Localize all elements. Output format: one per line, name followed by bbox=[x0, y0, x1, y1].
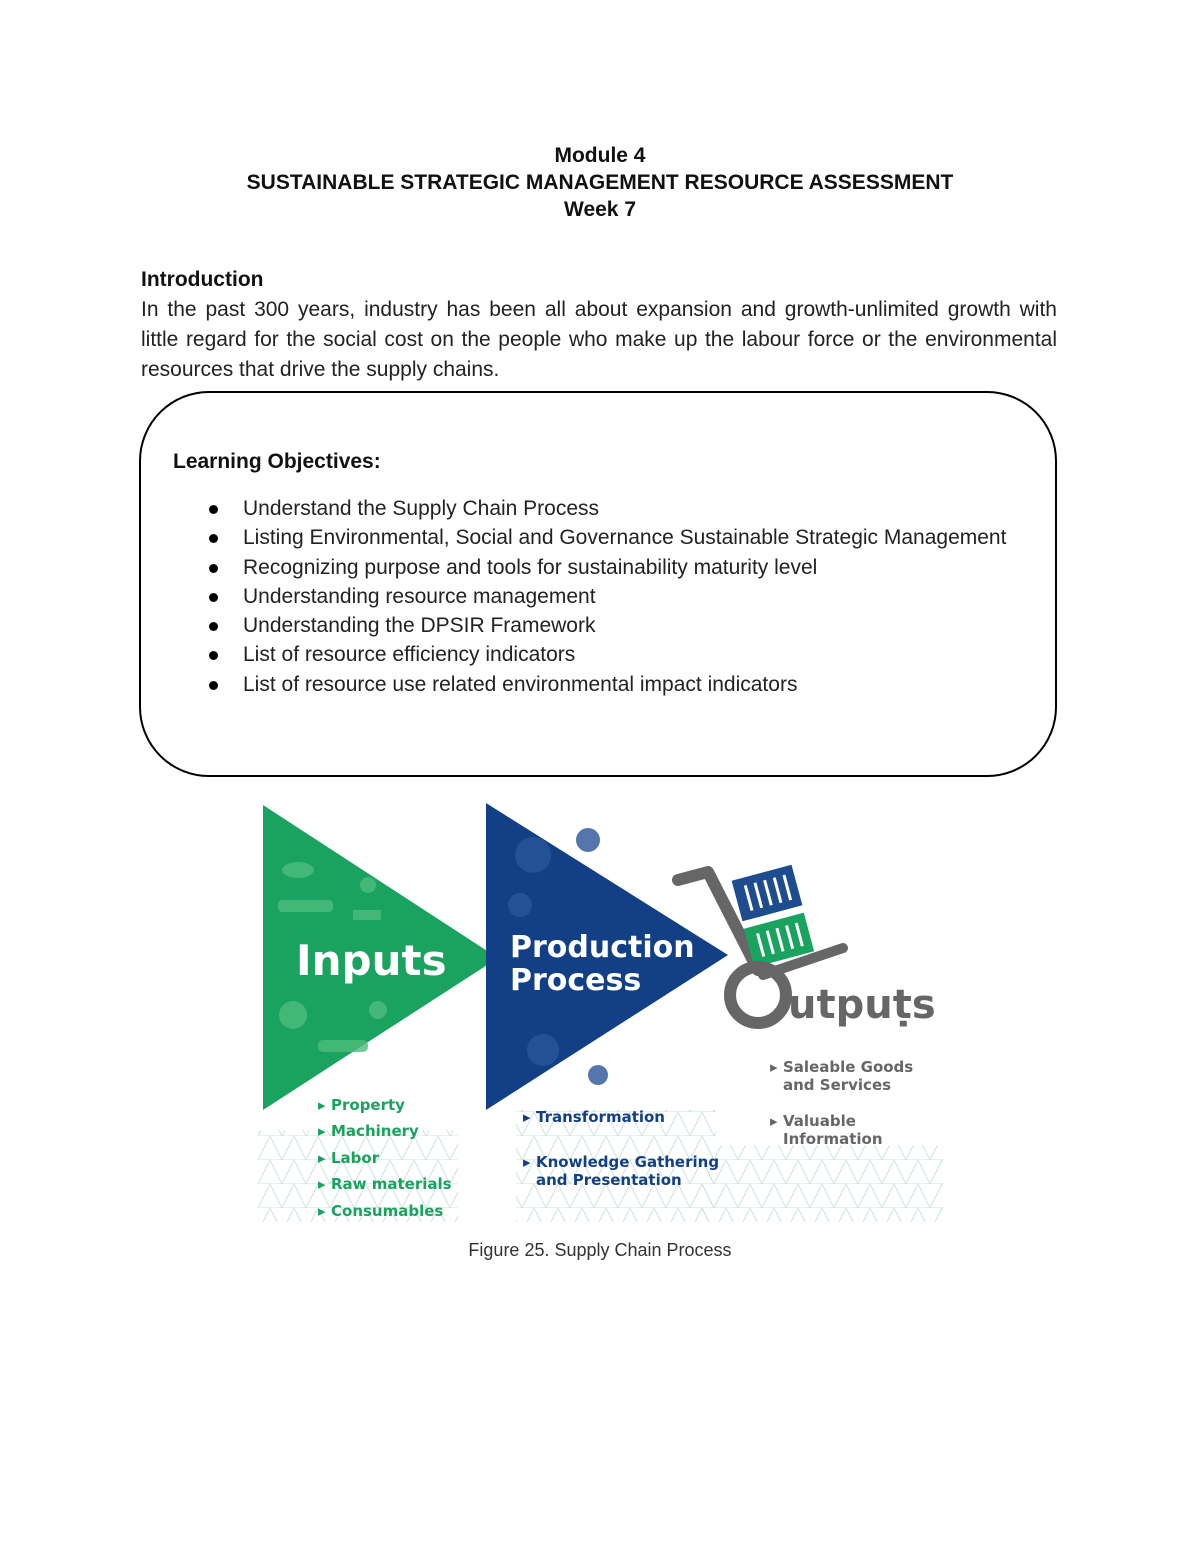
production-item: ▸ bbox=[523, 1153, 531, 1171]
introduction-heading: Introduction bbox=[141, 268, 264, 291]
inputs-item-label: Raw materials bbox=[331, 1175, 452, 1193]
inputs-item-label: Labor bbox=[331, 1149, 380, 1167]
inputs-item: ▸ bbox=[318, 1096, 326, 1114]
inputs-item: ▸ bbox=[318, 1122, 326, 1140]
outputs-item-label: Saleable Goods bbox=[783, 1058, 914, 1076]
supply-chain-figure bbox=[258, 800, 948, 1225]
objective-item: Recognizing purpose and tools for sustainability maturity level bbox=[173, 553, 1013, 582]
production-label-line1: Production bbox=[510, 930, 695, 965]
objective-item: List of resource use related environmental impact indicators bbox=[173, 670, 1013, 699]
outputs-item-label-cont: and Services bbox=[783, 1076, 892, 1094]
inputs-item-label: Consumables bbox=[331, 1202, 444, 1220]
module-title: SUSTAINABLE STRATEGIC MANAGEMENT RESOURCE ASSESSMENT bbox=[246, 171, 954, 194]
objective-item: Listing Environmental, Social and Governance Sustainable Strategic Management bbox=[173, 523, 1013, 552]
production-item-label-cont: and Presentation bbox=[536, 1171, 682, 1189]
objective-item: Understanding resource management bbox=[173, 582, 1013, 611]
outputs-item: ▸ bbox=[770, 1112, 778, 1130]
inputs-item-label: Machinery bbox=[331, 1122, 419, 1140]
week-label: Week 7 bbox=[564, 198, 636, 221]
learning-objectives-heading: Learning Objectives: bbox=[173, 450, 381, 473]
inputs-label: Inputs bbox=[296, 936, 447, 985]
objective-item: List of resource efficiency indicators bbox=[173, 640, 1013, 669]
production-item: ▸ bbox=[523, 1108, 531, 1126]
outputs-label: utpuṭs bbox=[788, 982, 936, 1028]
objective-item: Understanding the DPSIR Framework bbox=[173, 611, 1013, 640]
triangle-mesh-right bbox=[698, 1145, 943, 1222]
production-item-label: Transformation bbox=[536, 1108, 665, 1126]
production-item-label: Knowledge Gathering bbox=[536, 1153, 720, 1171]
objective-item: Understand the Supply Chain Process bbox=[173, 494, 1013, 523]
document-header bbox=[0, 142, 1200, 223]
inputs-item: ▸ bbox=[318, 1202, 326, 1220]
introduction-paragraph: In the past 300 years, industry has been all about expansion and growth-unlimited growth with little regard for the social cost on the people who make up the labour force or the environmental resources that drive the supply chains. bbox=[141, 298, 1057, 381]
production-label-line2: Process bbox=[510, 963, 642, 998]
outputs-list bbox=[770, 1058, 913, 1148]
outputs-item-label-cont: Information bbox=[783, 1130, 883, 1148]
outputs-item-label: Valuable bbox=[783, 1112, 856, 1130]
inputs-item: ▸ bbox=[318, 1149, 326, 1167]
inputs-item: ▸ bbox=[318, 1175, 326, 1193]
inputs-item-label: Property bbox=[331, 1096, 405, 1114]
module-label: Module 4 bbox=[554, 144, 646, 167]
figure-caption: Figure 25. Supply Chain Process bbox=[468, 1240, 732, 1260]
learning-objectives-list bbox=[173, 494, 1013, 699]
outputs-item: ▸ bbox=[770, 1058, 778, 1076]
